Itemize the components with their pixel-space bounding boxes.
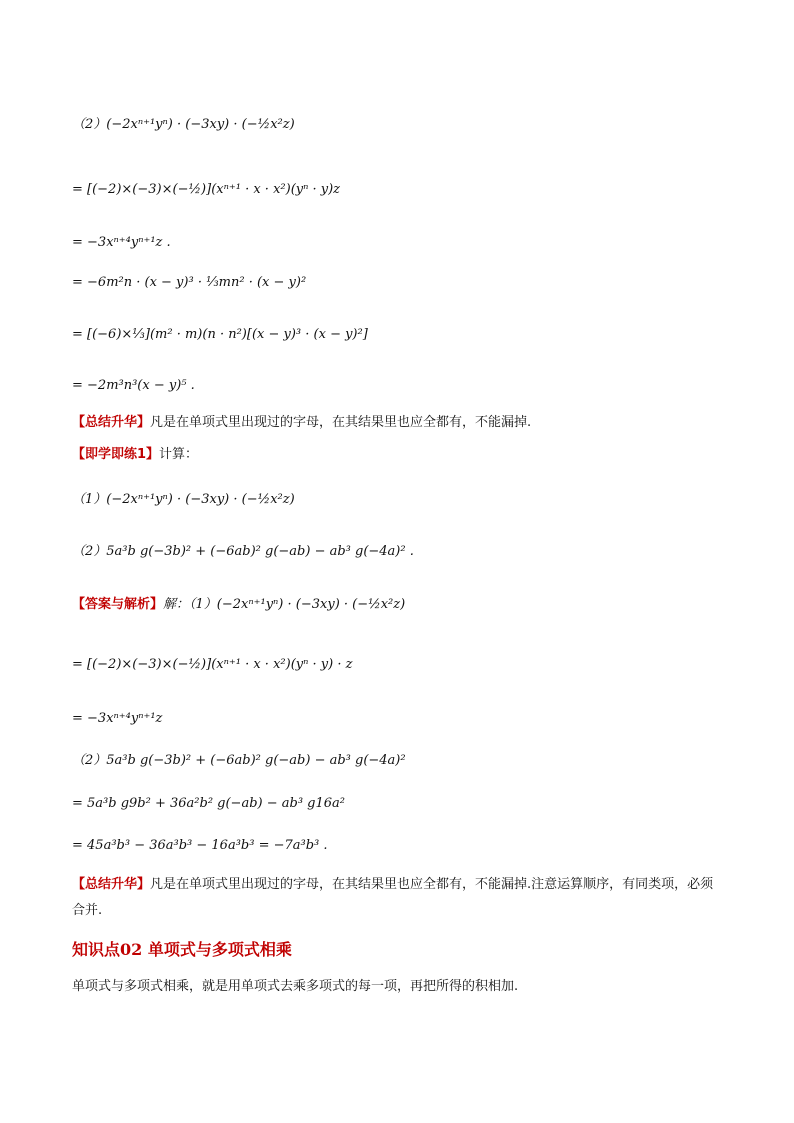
line-5: = [(−6)×⅓](m² · m)(n · n²)[(x − y)³ · (x − y)²] — [72, 327, 368, 342]
line-2: = [(−2)×(−3)×(−½)](xⁿ⁺¹ · x · x²)(yⁿ · y)z — [72, 182, 341, 197]
summary-2-text: 凡是在单项式里出现过的字母，在其结果里也应全都有，不能漏掉.注意运算顺序，有同类项，必须合并. — [72, 877, 714, 918]
line-16: = 45a³b³ − 36a³b³ − 16a³b³ = −7a³b³ . — [72, 838, 328, 853]
summary-2-tag: 【总结升华】 — [72, 877, 151, 892]
line-4: = −6m²n · (x − y)³ · ⅓mn² · (x − y)² — [72, 275, 307, 290]
summary-1 — [72, 414, 531, 432]
line-15: = 5a³b g9b² + 36a²b² g(−ab) − ab³ g16a² — [72, 796, 345, 811]
summary-1-text: 凡是在单项式里出现过的字母，在其结果里也应全都有，不能漏掉. — [150, 415, 532, 430]
practice-text: 计算： — [159, 447, 199, 462]
practice-item-1: （1）(−2xⁿ⁺¹yⁿ) · (−3xy) · (−½x²z) — [72, 492, 295, 507]
line-14: （2）5a³b g(−3b)² + (−6ab)² g(−ab) − ab³ g(−4a)² — [72, 753, 406, 768]
practice-item-2: （2）5a³b g(−3b)² + (−6ab)² g(−ab) − ab³ g(−4a)² . — [72, 544, 414, 559]
line-6: = −2m³n³(x − y)⁵ . — [72, 378, 195, 393]
practice — [72, 446, 198, 464]
section-body: 单项式与多项式相乘，就是用单项式去乘多项式的每一项，再把所得的积相加. — [72, 979, 519, 994]
section-heading: 知识点02 单项式与多项式相乘 — [72, 940, 292, 959]
line-13: = −3xⁿ⁺⁴yⁿ⁺¹z — [72, 711, 163, 726]
line-12: = [(−2)×(−3)×(−½)](xⁿ⁺¹ · x · x²)(yⁿ · y) · z — [72, 657, 353, 672]
answer — [72, 596, 405, 614]
answer-tag: 【答案与解析】 — [72, 597, 164, 612]
line-1: （2）(−2xⁿ⁺¹yⁿ) · (−3xy) · (−½x²z) — [72, 117, 295, 132]
answer-text: 解：（1）(−2xⁿ⁺¹yⁿ) · (−3xy) · (−½x²z) — [163, 597, 406, 612]
line-3: = −3xⁿ⁺⁴yⁿ⁺¹z . — [72, 235, 171, 250]
summary-2 — [72, 872, 722, 924]
practice-tag: 【即学即练1】 — [72, 447, 160, 462]
summary-1-tag: 【总结升华】 — [72, 415, 151, 430]
